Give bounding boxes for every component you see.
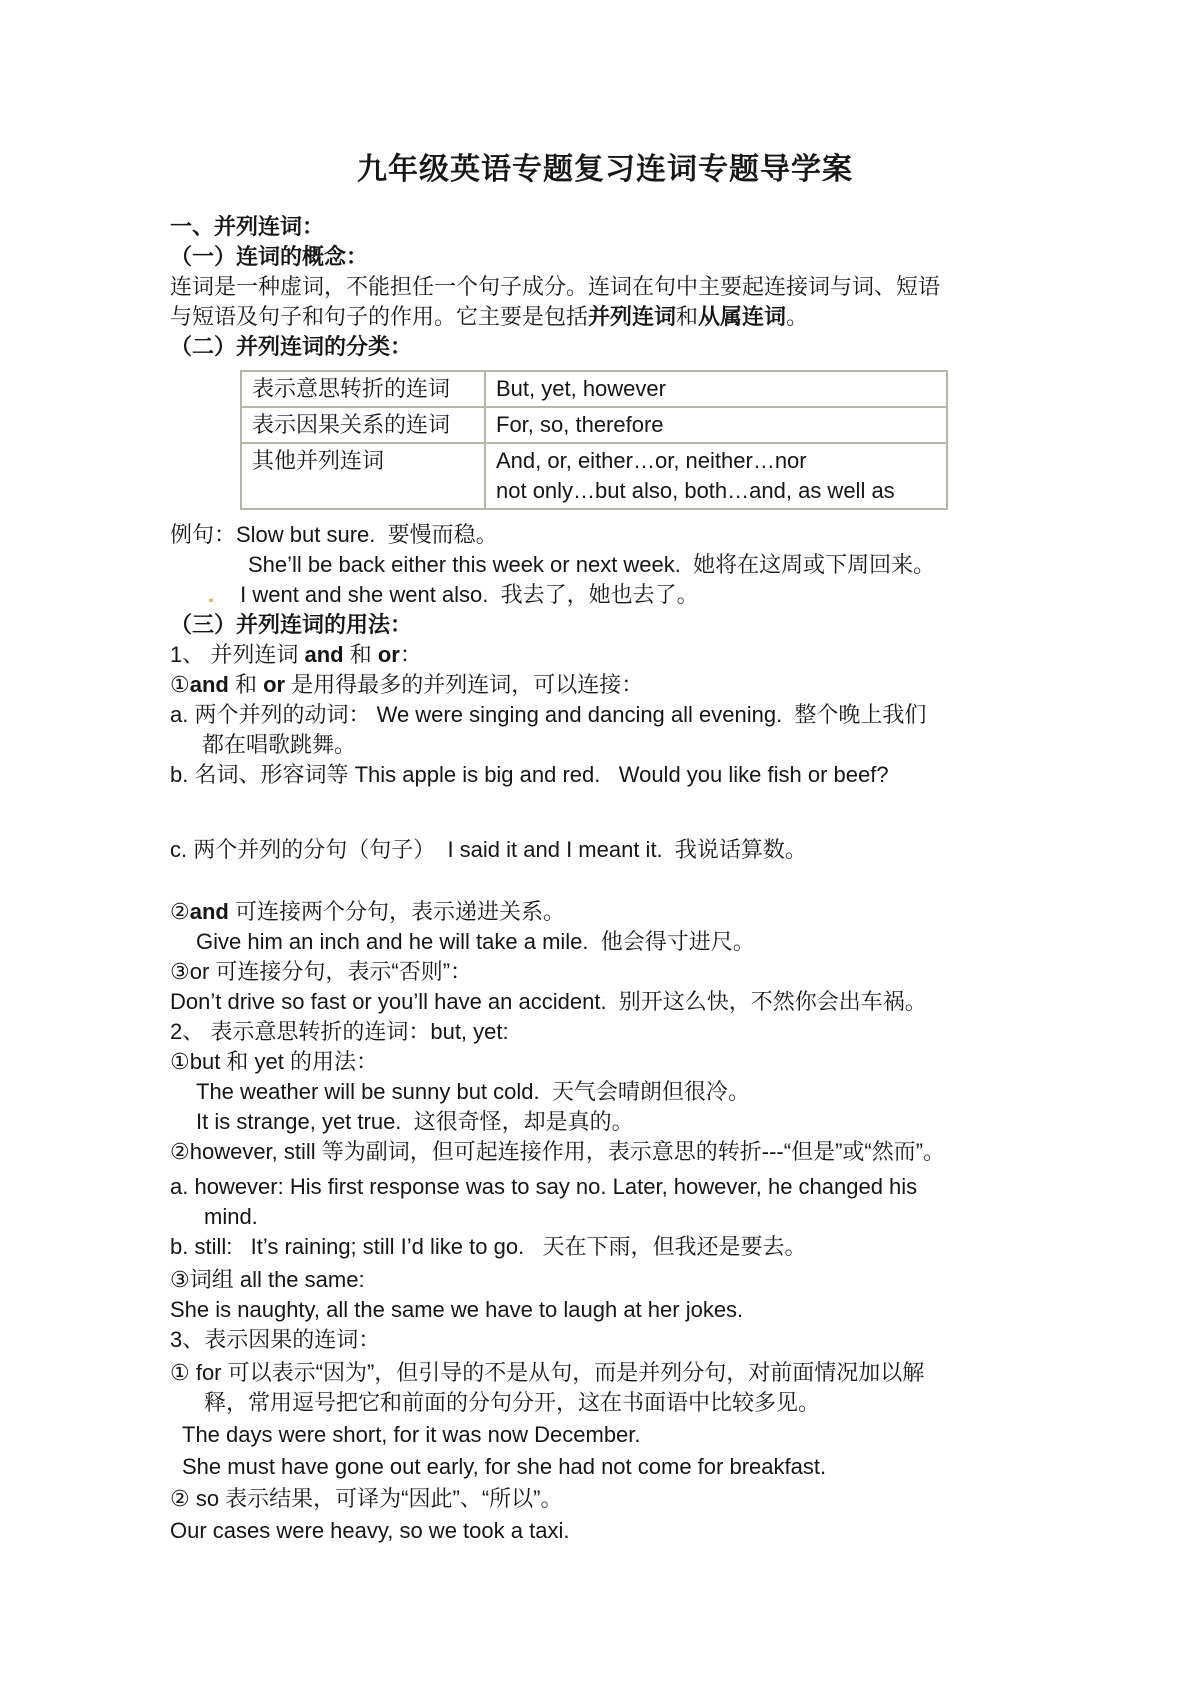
text-run: b. 名词、形容词等 This apple is big and red. Would you like fish or beef? bbox=[170, 762, 889, 787]
text-run: ③or 可连接分句，表示“否则”： bbox=[170, 959, 473, 984]
text-run: a. however: His first response was to say no. Later, however, he changed his bbox=[170, 1174, 918, 1199]
point-1-for-line-1 bbox=[170, 1358, 1040, 1388]
point-2-and-progressive bbox=[170, 897, 1040, 927]
text-run: （二）并列连词的分类： bbox=[170, 334, 413, 359]
example-gone-out-early bbox=[182, 1452, 1040, 1482]
document-body-after-table bbox=[170, 520, 1040, 1546]
text-run: 可连接两个分句，表示递进关系。 bbox=[228, 899, 565, 924]
text-run: 释，常用逗号把它和前面的分句分开，这在书面语中比较多见。 bbox=[204, 1390, 821, 1415]
text-run: She is naughty, all the same we have to laugh at her jokes. bbox=[170, 1297, 744, 1322]
category-cell: 表示因果关系的连词 bbox=[241, 407, 485, 443]
heading-classification bbox=[170, 332, 1040, 362]
text-run: 与短语及句子和句子的作用。它主要是包括 bbox=[170, 304, 589, 329]
text-run: （一）连词的概念： bbox=[170, 244, 369, 269]
table-row-other bbox=[241, 443, 947, 509]
scan-artifact-dot: . bbox=[208, 582, 215, 607]
text-run: ②however, still 等为副词，但可起连接作用，表示意思的转折---“但是”或“然而”。 bbox=[170, 1139, 946, 1164]
text-run: 是用得最多的并列连词，可以连接： bbox=[285, 672, 644, 697]
text-run: Give him an inch and he will take a mile. 他会得寸进尺。 bbox=[196, 929, 755, 954]
point-1-and-or-intro bbox=[170, 670, 1040, 700]
text-run: 1、 并列连词 bbox=[170, 642, 305, 667]
table-row-cause-effect bbox=[241, 407, 947, 443]
item-2-but-yet bbox=[170, 1017, 1040, 1047]
text-run: 2、 表示意思转折的连词：but, yet: bbox=[170, 1019, 509, 1044]
sub-a-verbs-cont bbox=[202, 730, 1040, 760]
text-run: a. 两个并列的动词： We were singing and dancing all evening. 整个晚上我们 bbox=[170, 702, 927, 727]
table-row-contrast bbox=[241, 371, 947, 407]
text-run: ③词组 all the same: bbox=[170, 1267, 365, 1292]
sub-b-nouns bbox=[170, 760, 1040, 790]
text-run: Don’t drive so fast or you’ll have an accident. 别开这么快，不然你会出车祸。 bbox=[170, 989, 927, 1014]
text-run: and bbox=[304, 642, 344, 667]
text-run: 都在唱歌跳舞。 bbox=[202, 732, 357, 757]
sub-a-verbs bbox=[170, 700, 1040, 730]
conjunctions-cell: For, so, therefore bbox=[485, 407, 947, 443]
text-run: c. 两个并列的分句（句子） I said it and I meant it. 我说话算数。 bbox=[170, 837, 807, 862]
conjunctions-cell bbox=[485, 443, 947, 509]
text-run: ② bbox=[170, 899, 190, 924]
text-run: 例句：Slow but sure. 要慢而稳。 bbox=[170, 522, 498, 547]
sub-a-however-cont bbox=[204, 1202, 1040, 1232]
text-run: ① for 可以表示“因为”，但引导的不是从句，而是并列分句，对前面情况加以解 bbox=[170, 1360, 925, 1385]
concept-paragraph-line-1 bbox=[170, 272, 1040, 302]
conjunctions-cell: But, yet, however bbox=[485, 371, 947, 407]
example-give-him-an-inch bbox=[196, 927, 1040, 957]
item-3-cause-effect bbox=[170, 1325, 1040, 1355]
text-run: 3、表示因果的连词： bbox=[170, 1327, 381, 1352]
document-body-before-table bbox=[170, 212, 1040, 362]
example-cases-heavy bbox=[170, 1516, 1040, 1546]
example-days-were-short bbox=[182, 1420, 1040, 1450]
text-run: or bbox=[377, 642, 400, 667]
point-1-for-line-2 bbox=[204, 1388, 1040, 1418]
text-run: I went and she went also. 我去了，她也去了。 bbox=[240, 582, 699, 607]
text-run: or bbox=[263, 672, 286, 697]
sub-c-clauses bbox=[170, 835, 1040, 865]
text-run: 和 bbox=[343, 642, 378, 667]
category-cell: 表示意思转折的连词 bbox=[241, 371, 485, 407]
conjunctions-line: not only…but also, both…and, as well as bbox=[496, 478, 895, 503]
page-title: 九年级英语专题复习连词专题导学案 bbox=[357, 153, 853, 186]
text-run: b. still: It’s raining; still I’d like to go. 天在下雨，但我还是要去。 bbox=[170, 1234, 807, 1259]
item-1-and-or bbox=[170, 640, 1040, 670]
text-run: and bbox=[189, 899, 229, 924]
point-2-however-still bbox=[170, 1137, 1040, 1167]
sub-b-still bbox=[170, 1232, 1040, 1262]
point-3-all-the-same bbox=[170, 1265, 1040, 1295]
heading-usage bbox=[170, 610, 1040, 640]
text-run: 一、并列连词： bbox=[170, 214, 325, 239]
text-run: 连词是一种虚词，不能担任一个句子成分。连词在句中主要起连接词与词、短语 bbox=[170, 274, 941, 299]
text-run: ① bbox=[170, 672, 190, 697]
point-1-but-yet-usage bbox=[170, 1047, 1040, 1077]
category-cell: 其他并列连词 bbox=[241, 443, 485, 509]
example-slow-but-sure bbox=[170, 520, 1040, 550]
point-3-or-otherwise bbox=[170, 957, 1040, 987]
example-weather-sunny bbox=[196, 1077, 1040, 1107]
text-run: ①but 和 yet 的用法： bbox=[170, 1049, 378, 1074]
example-she-is-naughty bbox=[170, 1295, 1040, 1325]
example-dont-drive bbox=[170, 987, 1040, 1017]
text-run: 从属连词 bbox=[698, 304, 787, 329]
text-run: 。 bbox=[786, 304, 809, 329]
text-run: （三）并列连词的用法： bbox=[170, 612, 413, 637]
example-strange-yet-true bbox=[196, 1107, 1040, 1137]
heading-concept bbox=[170, 242, 1040, 272]
heading-part-one bbox=[170, 212, 1040, 242]
text-run: ② so 表示结果，可译为“因此”、“所以”。 bbox=[170, 1486, 563, 1511]
conjunction-classification-table bbox=[240, 370, 948, 510]
text-run: Our cases were heavy, so we took a taxi. bbox=[170, 1518, 570, 1543]
concept-paragraph-line-2 bbox=[170, 302, 1040, 332]
text-run: and bbox=[189, 672, 229, 697]
text-run: 并列连词 bbox=[588, 304, 677, 329]
text-run: The days were short, for it was now December. bbox=[182, 1422, 641, 1447]
example-shell-be-back bbox=[248, 550, 1040, 580]
conjunctions-line: And, or, either…or, neither…nor bbox=[496, 448, 807, 473]
text-run: She must have gone out early, for she had not come for breakfast. bbox=[182, 1454, 827, 1479]
text-run: 和 bbox=[228, 672, 264, 697]
example-i-went bbox=[208, 580, 1040, 610]
sub-a-however bbox=[170, 1172, 1040, 1202]
text-run: The weather will be sunny but cold. 天气会晴朗但很冷。 bbox=[196, 1079, 750, 1104]
text-run: 和 bbox=[676, 304, 699, 329]
text-run: ： bbox=[399, 642, 422, 667]
text-run: mind. bbox=[204, 1204, 258, 1229]
point-2-so-result bbox=[170, 1484, 1040, 1514]
text-run: She’ll be back either this week or next week. 她将在这周或下周回来。 bbox=[248, 552, 936, 577]
text-run: It is strange, yet true. 这很奇怪，却是真的。 bbox=[196, 1109, 634, 1134]
